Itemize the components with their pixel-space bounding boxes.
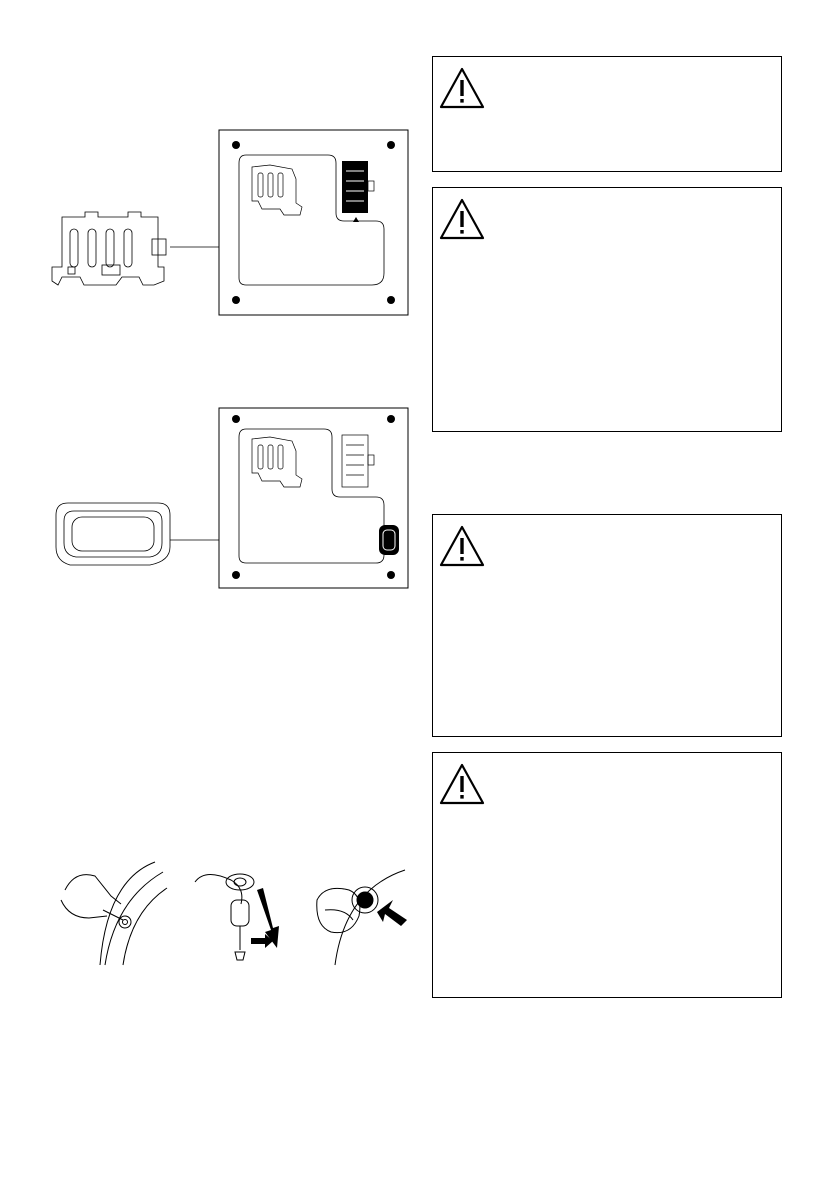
warning-box-4 [432,752,782,998]
figure-oval-cover [40,405,415,590]
oval-port-cover [40,405,415,590]
warning-box-3 [432,514,782,737]
warning-triangle-icon [439,198,485,240]
screwdriver-removal-step [195,874,254,960]
warning-box-2 [432,187,782,432]
warning-box-1 [432,56,782,172]
wrench-on-wheel-step [61,862,167,965]
warning-triangle-icon [439,763,485,805]
warning-triangle-icon [439,525,485,567]
figure-battery-holder [40,125,415,320]
figure-removal-steps [45,860,415,970]
battery-compartment-panel [40,125,415,320]
warning-triangle-icon [439,67,485,109]
